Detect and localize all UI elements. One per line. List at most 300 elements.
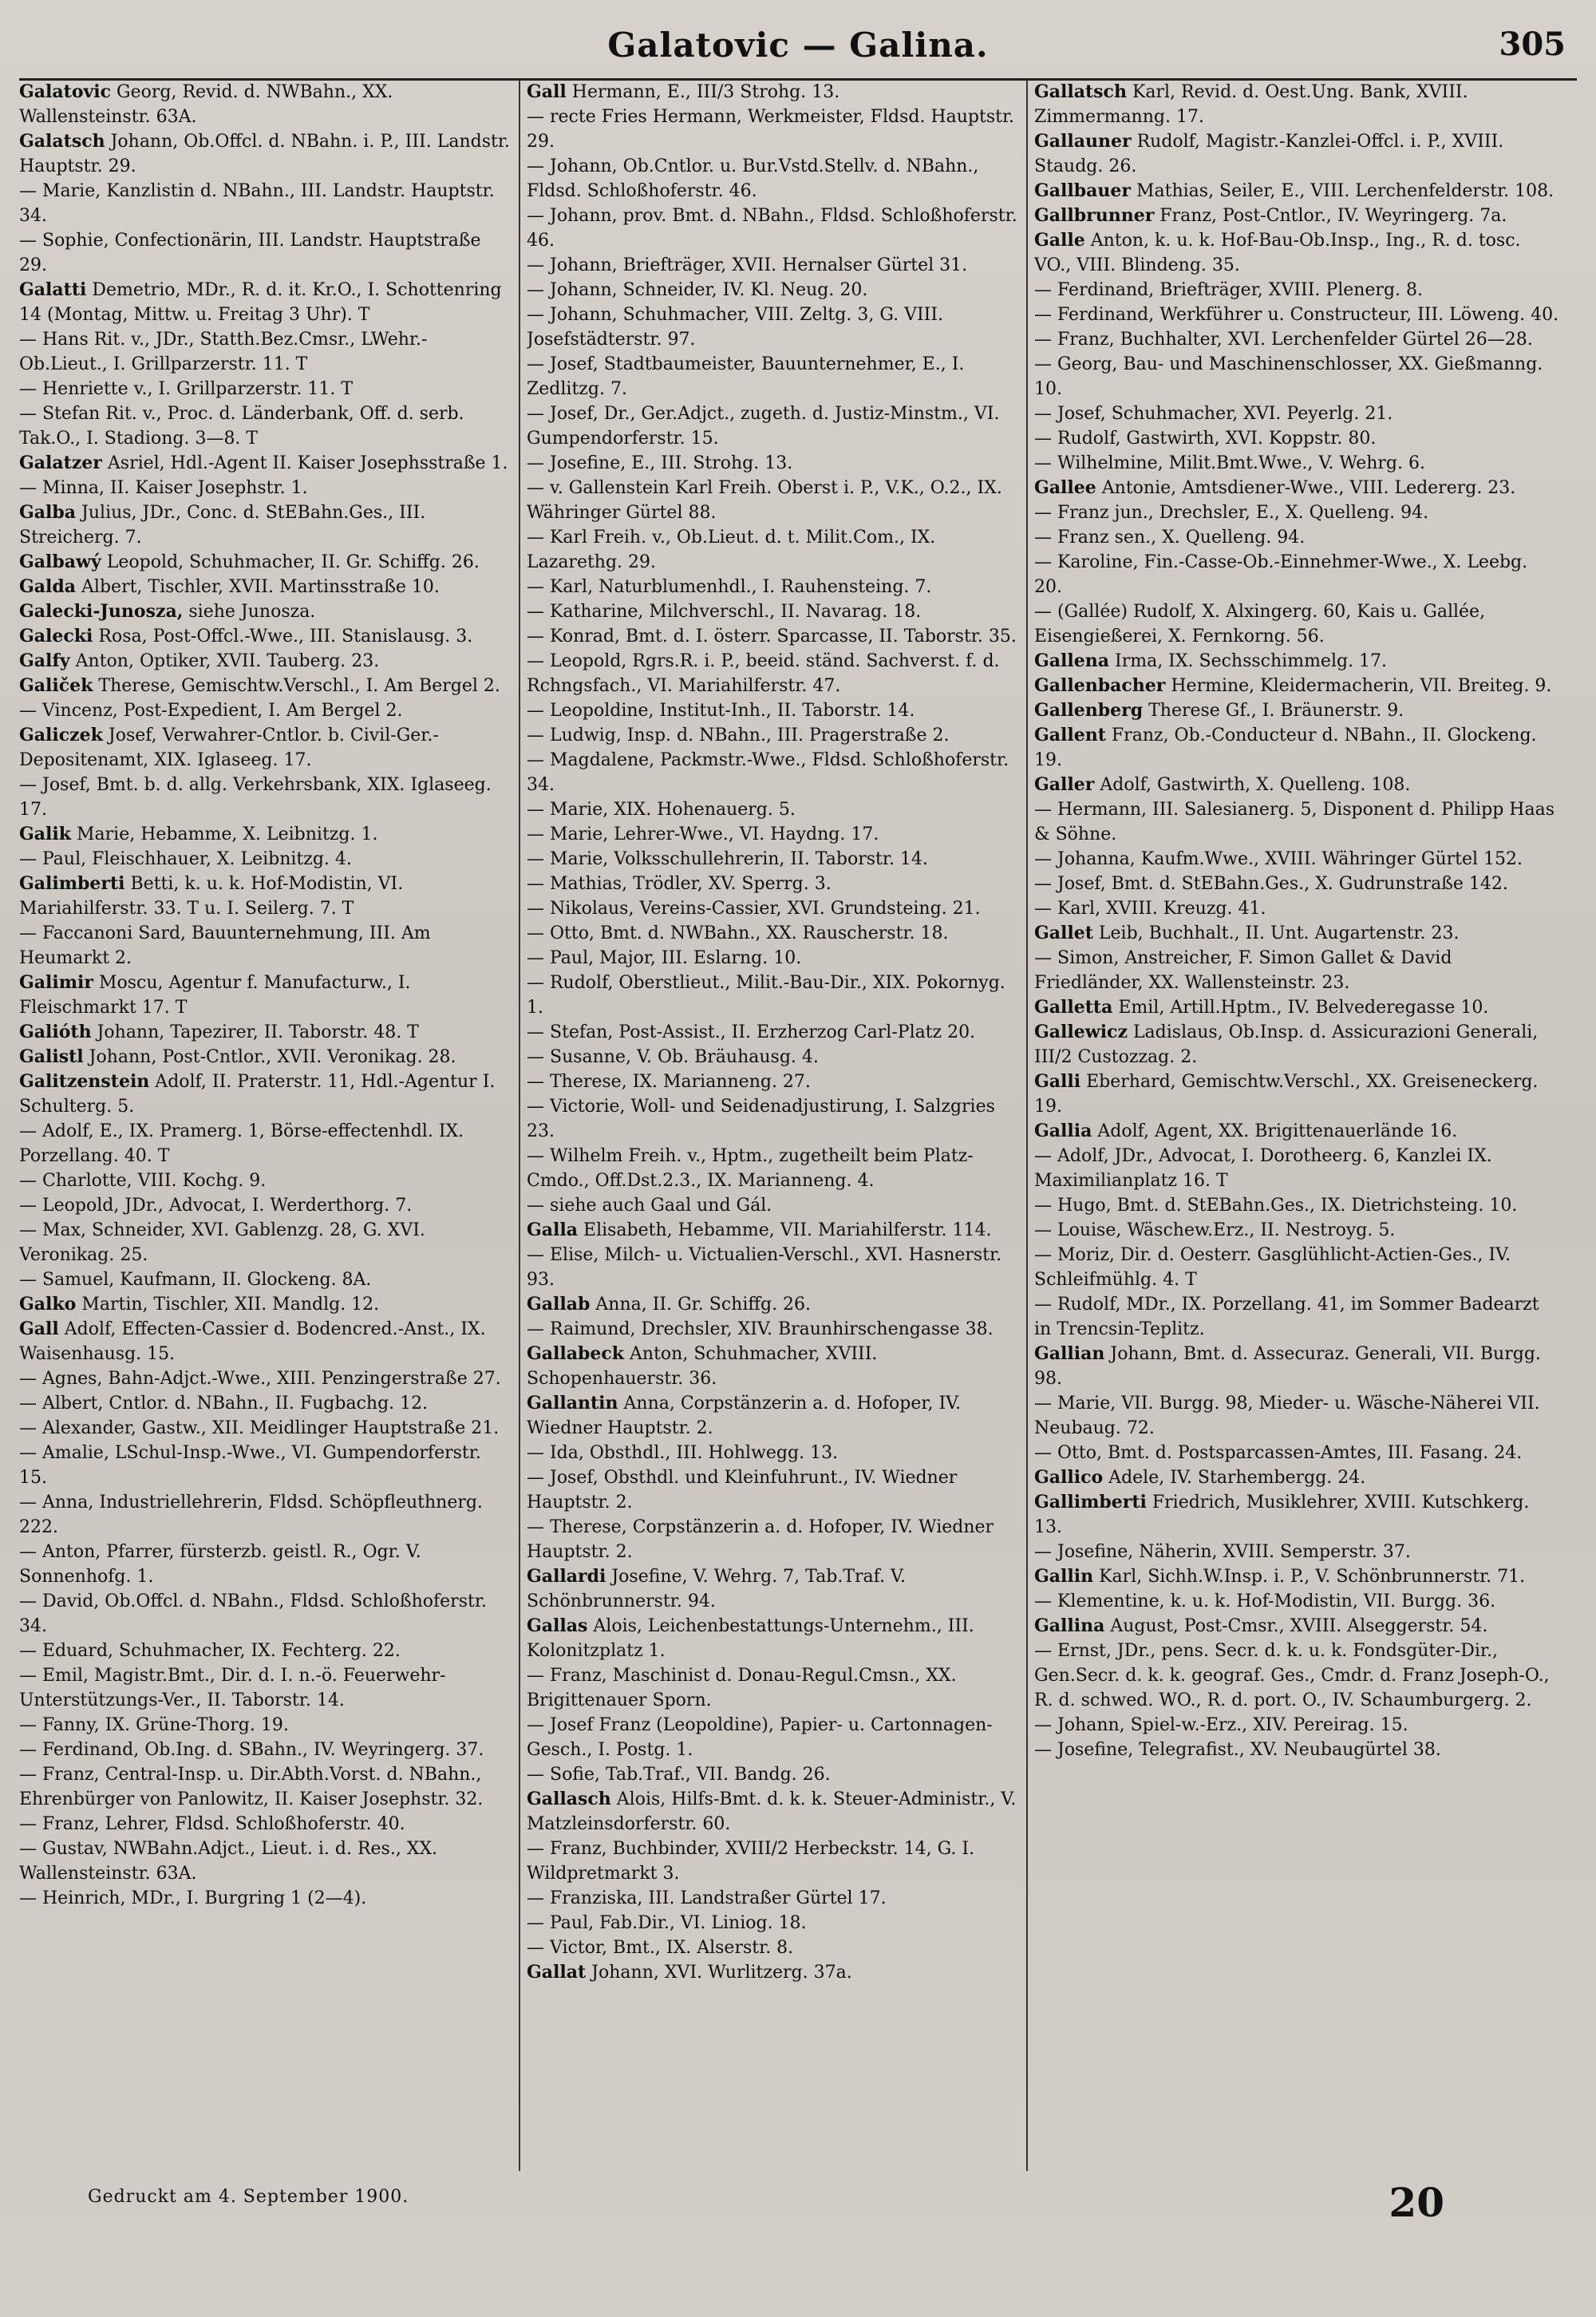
directory-entry [527, 946, 1021, 971]
entry-details: Adolf, Effecten-Cassier d. Bodencred.-Anst., IX. Waisenhausg. 15. [19, 1319, 486, 1364]
entry-details: — Franz, Central-Insp. u. Dir.Abth.Vorst. d. NBahn., Ehrenbürger von Panlowitz, II. Kaiser Josephstr. 32. [19, 1765, 484, 1809]
entry-details: — Franz, Buchhalter, XVI. Lerchenfelder Gürtel 26—28. [1034, 330, 1533, 350]
directory-entry [19, 1540, 514, 1589]
entry-details: Anton, Schuhmacher, XVIII. Schopenhauerstr. 36. [527, 1344, 878, 1389]
entry-details: — Rudolf, MDr., IX. Porzellang. 41, im Sommer Badearzt in Trencsin-Teplitz. [1034, 1295, 1539, 1339]
column-divider [1026, 80, 1028, 2171]
directory-entry [19, 1441, 514, 1490]
entry-details: Therese, Gemischtw.Verschl., I. Am Bergel 2. [93, 676, 500, 696]
entry-surname: Gallewicz [1034, 1022, 1128, 1042]
entry-details: — Anna, Industriellehrerin, Fldsd. Schöpfleuthnerg. 222. [19, 1493, 483, 1537]
entry-details: — Nikolaus, Vereins-Cassier, XVI. Grundsteing. 21. [527, 899, 981, 919]
entry-surname: Gallardi [527, 1566, 606, 1587]
directory-entry [527, 253, 1021, 278]
entry-details: — Josef, Bmt. d. StEBahn.Ges., X. Gudrunstraße 142. [1034, 874, 1508, 894]
entry-details: — Johann, Ob.Cntlor. u. Bur.Vstd.Stellv. d. NBahn., Fldsd. Schloßhoferstr. 46. [527, 156, 979, 201]
directory-entry [1034, 946, 1561, 995]
entry-surname: Galik [19, 824, 72, 844]
entry-details: — Franz, Lehrer, Fldsd. Schloßhoferstr. 40. [19, 1814, 405, 1834]
directory-entry [1034, 401, 1561, 426]
entry-surname: Gallian [1034, 1343, 1105, 1364]
entry-surname: Galimir [19, 972, 93, 993]
entry-details: Karl, Revid. d. Oest.Ung. Bank, XVIII. Zimmermanng. 17. [1034, 82, 1468, 127]
entry-surname: Gallent [1034, 725, 1106, 745]
directory-entry [527, 1020, 1021, 1045]
entry-details: — Marie, Lehrer-Wwe., VI. Haydng. 17. [527, 824, 879, 844]
entry-details: — Otto, Bmt. d. Postsparcassen-Amtes, III. Fasang. 24. [1034, 1443, 1523, 1463]
entry-details: — Gustav, NWBahn.Adjct., Lieut. i. d. Res., XX. Wallensteinstr. 63A. [19, 1839, 438, 1884]
entry-details: — David, Ob.Offcl. d. NBahn., Fldsd. Schloßhoferstr. 34. [19, 1591, 487, 1636]
directory-entry [527, 105, 1021, 154]
directory-entry [1034, 1465, 1561, 1490]
directory-entry [1034, 1639, 1561, 1713]
directory-entry [1034, 723, 1561, 773]
entry-details: — Marie, Volksschullehrerin, II. Taborstr. 14. [527, 849, 928, 869]
entry-details: Adolf, II. Praterstr. 11, Hdl.-Agentur I. Schulterg. 5. [19, 1072, 496, 1117]
entry-details: — Klementine, k. u. k. Hof-Modistin, VII. Burgg. 36. [1034, 1591, 1496, 1611]
directory-entry [527, 476, 1021, 525]
entry-details: Emil, Artill.Hptm., IV. Belvederegasse 10. [1112, 998, 1489, 1018]
entry-details: — Josefine, Telegrafist., XV. Neubaugürtel 38. [1034, 1740, 1441, 1760]
directory-entry [527, 1787, 1021, 1837]
entry-details: Johann, Tapezirer, II. Taborstr. 48. T [91, 1022, 419, 1042]
directory-entry [527, 1144, 1021, 1193]
entry-details: — Johann, Spiel-w.-Erz., XIV. Pereirag. 15. [1034, 1715, 1408, 1735]
entry-details: — Marie, VII. Burgg. 98, Mieder- u. Wäsche-Näherei VII. Neubaug. 72. [1034, 1394, 1540, 1438]
entry-details: — Leopold, JDr., Advocat, I. Werderthorg. 7. [19, 1196, 413, 1216]
entry-details: Leib, Buchhalt., II. Unt. Augartenstr. 23. [1092, 923, 1460, 943]
directory-entry [19, 773, 514, 822]
directory-entry [1034, 1540, 1561, 1564]
directory-entry [1034, 1713, 1561, 1738]
directory-entry [19, 1713, 514, 1738]
directory-entry [527, 1515, 1021, 1564]
directory-entry [1034, 797, 1561, 847]
entry-details: — Stefan Rit. v., Proc. d. Länderbank, Off. d. serb. Tak.O., I. Stadiong. 3—8. T [19, 404, 464, 449]
directory-entry [1034, 327, 1561, 352]
entry-surname: Galler [1034, 774, 1095, 795]
entry-details: Anna, Corpstänzerin a. d. Hofoper, IV. Wiedner Hauptstr. 2. [527, 1394, 962, 1438]
entry-details: — Karl, XVIII. Kreuzg. 41. [1034, 899, 1266, 919]
entry-details: — Franz, Buchbinder, XVIII/2 Herbeckstr. 14, G. I. Wildpretmarkt 3. [527, 1839, 975, 1884]
entry-surname: Galli [1034, 1071, 1081, 1092]
entry-details: — Franz jun., Drechsler, E., X. Quelleng. 94. [1034, 503, 1429, 523]
entry-details: — Elise, Milch- u. Victualien-Verschl., XVI. Hasnerstr. 93. [527, 1245, 1002, 1290]
directory-entry [1034, 1589, 1561, 1614]
entry-details: Franz, Ob.-Conducteur d. NBahn., II. Glockeng. 19. [1034, 726, 1537, 770]
directory-entry [19, 599, 514, 624]
directory-entry [527, 1391, 1021, 1441]
entry-details: Marie, Hebamme, X. Leibnitzg. 1. [71, 824, 378, 844]
entry-details: Asriel, Hdl.-Agent II. Kaiser Josephsstraße 1. [101, 453, 508, 473]
entry-details: — Ida, Obsthdl., III. Hohlwegg. 13. [527, 1443, 839, 1463]
entry-details: Adele, IV. Starhembergg. 24. [1103, 1468, 1366, 1488]
entry-details: Anton, Optiker, XVII. Tauberg. 23. [69, 651, 380, 671]
entry-surname: Galba [19, 502, 77, 523]
directory-entry [527, 1960, 1021, 1985]
entry-details: Johann, XVI. Wurlitzerg. 37a. [586, 1963, 852, 1983]
directory-entry [1034, 1292, 1561, 1342]
entry-details: siehe Junosza. [183, 602, 316, 622]
directory-entry [527, 649, 1021, 698]
directory-entry [527, 1292, 1021, 1317]
directory-entry [19, 1168, 514, 1193]
entry-details: — Ferdinand, Ob.Ing. d. SBahn., IV. Weyringerg. 37. [19, 1740, 484, 1760]
entry-details: — Franziska, III. Landstraßer Gürtel 17. [527, 1888, 887, 1908]
entry-details: Georg, Revid. d. NWBahn., XX. Wallensteinstr. 63A. [19, 82, 393, 127]
directory-entry [1034, 204, 1561, 228]
column-3 [1034, 80, 1561, 2155]
entry-details: Rosa, Post-Offcl.-Wwe., III. Stanislausg. 3. [93, 627, 473, 646]
entry-details: — Franz sen., X. Quelleng. 94. [1034, 528, 1306, 548]
directory-entry [1034, 228, 1561, 278]
directory-entry [19, 1589, 514, 1639]
entry-details: Betti, k. u. k. Hof-Modistin, VI. Mariahilferstr. 33. T u. I. Seilerg. 7. T [19, 874, 404, 919]
directory-entry [527, 278, 1021, 302]
entry-details: Franz, Post-Cntlor., IV. Weyringerg. 7a. [1154, 206, 1507, 226]
directory-entry [1034, 476, 1561, 500]
directory-entry [1034, 921, 1561, 946]
entry-surname: Gallet [1034, 923, 1093, 943]
directory-entry [19, 575, 514, 599]
entry-surname: Gallina [1034, 1615, 1105, 1636]
directory-entry [1034, 1490, 1561, 1540]
entry-details: — Marie, Kanzlistin d. NBahn., III. Landstr. Hauptstr. 34. [19, 181, 495, 226]
entry-details: — Georg, Bau- und Maschinenschlosser, XX. Gießmanng. 10. [1034, 354, 1543, 399]
entry-details: — (Gallée) Rudolf, X. Alxingerg. 60, Kais u. Gallée, Eisengießerei, X. Fernkorng. 56. [1034, 602, 1486, 646]
entry-details: — Josef, Stadtbaumeister, Bauunternehmer, E., I. Zedlitzg. 7. [527, 354, 965, 399]
directory-entry [1034, 1193, 1561, 1218]
directory-entry [1034, 1342, 1561, 1391]
entry-details: Elisabeth, Hebamme, VII. Mariahilferstr. 114. [578, 1220, 992, 1240]
entry-details: — Wilhelmine, Milit.Bmt.Wwe., V. Wehrg. 6. [1034, 453, 1425, 473]
directory-entry [19, 476, 514, 500]
directory-entry [19, 1070, 514, 1119]
entry-details: — Karl Freih. v., Ob.Lieut. d. t. Milit.Com., IX. Lazarethg. 29. [527, 528, 936, 572]
directory-entry [19, 1663, 514, 1713]
column-2 [527, 80, 1021, 2155]
entry-details: Anton, k. u. k. Hof-Bau-Ob.Insp., Ing., R. d. tosc. VO., VIII. Blindeng. 35. [1034, 231, 1521, 275]
directory-entry [527, 1193, 1021, 1218]
entry-details: — Anton, Pfarrer, fürsterzb. geistl. R., Ogr. V. Sonnenhofg. 1. [19, 1542, 421, 1587]
entry-details: — Ferdinand, Werkführer u. Constructeur, III. Löweng. 40. [1034, 305, 1559, 325]
entry-details: August, Post-Cmsr., XVIII. Alseggerstr. 54. [1104, 1616, 1488, 1636]
entry-details: — Mathias, Trödler, XV. Sperrg. 3. [527, 874, 832, 894]
signature-mark: 20 [1389, 2179, 1444, 2226]
directory-entry [527, 1886, 1021, 1911]
entry-details: — Josefine, E., III. Strohg. 13. [527, 453, 793, 473]
entry-details: — Rudolf, Oberstlieut., Milit.-Bau-Dir., XIX. Pokornyg. 1. [527, 973, 1005, 1018]
entry-details: — Hugo, Bmt. d. StEBahn.Ges., IX. Dietrichsteing. 10. [1034, 1196, 1518, 1216]
directory-entry [1034, 129, 1561, 179]
entry-details: — Sofie, Tab.Traf., VII. Bandg. 26. [527, 1765, 831, 1785]
page-footer [0, 2179, 1596, 2299]
directory-entry [1034, 599, 1561, 649]
directory-entry [19, 649, 514, 674]
entry-surname: Gallenberg [1034, 700, 1144, 721]
entry-surname: Gallia [1034, 1121, 1092, 1141]
directory-entry [19, 1416, 514, 1441]
column-1 [19, 80, 514, 2155]
entry-details: Adolf, Gastwirth, X. Quelleng. 108. [1094, 775, 1411, 795]
entry-details: Anna, II. Gr. Schiffg. 26. [590, 1295, 812, 1315]
directory-entry [19, 1639, 514, 1663]
entry-details: Martin, Tischler, XII. Mandlg. 12. [76, 1295, 380, 1315]
entry-details: — Marie, XIX. Hohenauerg. 5. [527, 800, 796, 820]
entry-details: — Adolf, E., IX. Pramerg. 1, Börse-effectenhdl. IX. Porzellang. 40. T [19, 1121, 464, 1166]
entry-details: Ladislaus, Ob.Insp. d. Assicurazioni Generali, III/2 Custozzag. 2. [1034, 1022, 1539, 1067]
directory-entry [19, 1837, 514, 1886]
directory-entry [527, 822, 1021, 847]
entry-details: — Paul, Fleischhauer, X. Leibnitzg. 4. [19, 849, 352, 869]
entry-details: — Simon, Anstreicher, F. Simon Gallet & David Friedländer, XX. Wallensteinstr. 23. [1034, 948, 1452, 993]
directory-entry [527, 896, 1021, 921]
entry-details: — Eduard, Schuhmacher, IX. Fechterg. 22. [19, 1641, 401, 1661]
entry-details: — Johann, Schneider, IV. Kl. Neug. 20. [527, 280, 868, 300]
entry-surname: Gallico [1034, 1467, 1104, 1488]
entry-details: Eberhard, Gemischtw.Verschl., XX. Greiseneckerg. 19. [1034, 1072, 1539, 1117]
entry-details: — Amalie, LSchul-Insp.-Wwe., VI. Gumpendorferstr. 15. [19, 1443, 481, 1488]
directory-entry [527, 1762, 1021, 1787]
directory-entry [1034, 1738, 1561, 1762]
entry-details: — Leopold, Rgrs.R. i. P., beeid. ständ. Sachverst. f. d. Rchngsfach., VI. Mariahilferstr. 47. [527, 651, 1000, 696]
directory-entry [1034, 872, 1561, 896]
entry-surname: Gallabeck [527, 1343, 625, 1364]
entry-surname: Galatzer [19, 453, 102, 473]
page-title: Galatovic — Galina. [607, 26, 989, 65]
entry-details: Josefine, V. Wehrg. 7, Tab.Traf. V. Schönbrunnerstr. 94. [527, 1567, 907, 1611]
entry-surname: Gallimberti [1034, 1492, 1147, 1512]
directory-entry [19, 674, 514, 698]
directory-entry [19, 1267, 514, 1292]
entry-surname: Gallin [1034, 1566, 1094, 1587]
directory-entry [527, 624, 1021, 649]
directory-entry [527, 1935, 1021, 1960]
entry-details: — siehe auch Gaal und Gál. [527, 1196, 772, 1216]
entry-surname: Gallat [527, 1962, 587, 1983]
directory-entry [1034, 1070, 1561, 1119]
directory-entry [527, 1218, 1021, 1243]
directory-entry [527, 1045, 1021, 1070]
entry-details: — Emil, Magistr.Bmt., Dir. d. I. n.-ö. Feuerwehr-Unterstützungs-Ver., II. Taborstr. 14. [19, 1666, 446, 1710]
directory-entry [1034, 896, 1561, 921]
directory-entry [1034, 1243, 1561, 1292]
entry-details: — Therese, IX. Marianneng. 27. [527, 1072, 811, 1092]
directory-entry [1034, 451, 1561, 476]
directory-entry [19, 921, 514, 971]
directory-entry [527, 1713, 1021, 1762]
directory-entry [1034, 426, 1561, 451]
directory-entry [527, 872, 1021, 896]
directory-entry [1034, 352, 1561, 401]
entry-details: — Johann, prov. Bmt. d. NBahn., Fldsd. Schloßhoferstr. 46. [527, 206, 1017, 251]
entry-details: — Karoline, Fin.-Casse-Ob.-Einnehmer-Wwe., X. Leebg. 20. [1034, 552, 1528, 597]
directory-entry [19, 1762, 514, 1812]
entry-details: — Stefan, Post-Assist., II. Erzherzog Carl-Platz 20. [527, 1022, 976, 1042]
entry-details: — Franz, Maschinist d. Donau-Regul.Cmsn., XX. Brigittenauer Sporn. [527, 1666, 957, 1710]
entry-surname: Galletta [1034, 997, 1113, 1018]
entry-surname: Gallauner [1034, 131, 1132, 152]
entry-details: — Ludwig, Insp. d. NBahn., III. Pragerstraße 2. [527, 726, 950, 745]
directory-entry [19, 624, 514, 649]
entry-details: Rudolf, Magistr.-Kanzlei-Offcl. i. P., XVIII. Staudg. 26. [1034, 132, 1504, 176]
directory-entry [527, 971, 1021, 1020]
entry-details: — Vincenz, Post-Expedient, I. Am Bergel 2. [19, 701, 403, 721]
directory-entry [1034, 302, 1561, 327]
directory-entry [19, 80, 514, 129]
directory-entry [1034, 1441, 1561, 1465]
directory-entry [527, 575, 1021, 599]
entry-details: Mathias, Seiler, E., VIII. Lerchenfelderstr. 108. [1130, 181, 1555, 201]
directory-entry [1034, 179, 1561, 204]
directory-entry [1034, 995, 1561, 1020]
entry-details: — Karl, Naturblumenhdl., I. Rauhensteing. 7. [527, 577, 932, 597]
directory-entry [19, 500, 514, 550]
directory-entry [527, 154, 1021, 204]
directory-entry [527, 1911, 1021, 1935]
entry-details: — Samuel, Kaufmann, II. Glockeng. 8A. [19, 1270, 372, 1290]
entry-details: — Ferdinand, Briefträger, XVIII. Plenerg. 8. [1034, 280, 1424, 300]
directory-entry [527, 1317, 1021, 1342]
directory-entry [19, 1886, 514, 1911]
directory-entry [1034, 500, 1561, 525]
directory-entry [527, 1465, 1021, 1515]
entry-details: — Josef, Schuhmacher, XVI. Peyerlg. 21. [1034, 404, 1393, 424]
directory-entry [19, 327, 514, 377]
directory-entry [19, 1366, 514, 1391]
entry-details: — Moriz, Dir. d. Oesterr. Gasglühlicht-Actien-Ges., IV. Schleifmühlg. 4. T [1034, 1245, 1511, 1290]
entry-details: Therese Gf., I. Bräunerstr. 9. [1143, 701, 1404, 721]
entry-details: Adolf, Agent, XX. Brigittenauerlände 16. [1092, 1121, 1458, 1141]
entry-details: — Agnes, Bahn-Adjct.-Wwe., XIII. Penzingerstraße 27. [19, 1369, 501, 1389]
entry-details: Johann, Post-Cntlor., XVII. Veronikag. 28. [83, 1047, 456, 1067]
entry-details: — Hermann, III. Salesianerg. 5, Disponent d. Philipp Haas & Söhne. [1034, 800, 1555, 844]
entry-details: — Otto, Bmt. d. NWBahn., XX. Rauscherstr. 18. [527, 923, 949, 943]
directory-entry [19, 1045, 514, 1070]
entry-details: Irma, IX. Sechsschimmelg. 17. [1109, 651, 1388, 671]
directory-entry [527, 748, 1021, 797]
directory-entry [19, 179, 514, 228]
entry-details: — Josef, Obsthdl. und Kleinfuhrunt., IV. Wiedner Hauptstr. 2. [527, 1468, 958, 1512]
entry-details: — Alexander, Gastw., XII. Meidlinger Hauptstraße 21. [19, 1418, 500, 1438]
entry-details: — Victor, Bmt., IX. Alserstr. 8. [527, 1938, 794, 1958]
entry-details: Demetrio, MDr., R. d. it. Kr.O., I. Schottenring 14 (Montag, Mittw. u. Freitag 3 Uhr). T [19, 280, 502, 325]
directory-entry [19, 550, 514, 575]
entry-surname: Gallbrunner [1034, 205, 1155, 226]
directory-entry [527, 204, 1021, 253]
directory-entry [19, 822, 514, 847]
entry-surname: Galitzenstein [19, 1071, 150, 1092]
entry-surname: Galióth [19, 1022, 92, 1042]
entry-details: — v. Gallenstein Karl Freih. Oberst i. P., V.K., O.2., IX. Währinger Gürtel 88. [527, 478, 1002, 523]
entry-details: — Adolf, JDr., Advocat, I. Dorotheerg. 6, Kanzlei IX. Maximilianplatz 16. T [1034, 1146, 1492, 1191]
directory-entry [527, 1094, 1021, 1144]
directory-entry [1034, 278, 1561, 302]
print-date: Gedruckt am 4. September 1900. [88, 2187, 409, 2207]
directory-entry [1034, 847, 1561, 872]
directory-entry [19, 1193, 514, 1218]
entry-surname: Galistl [19, 1046, 84, 1067]
directory-entry [19, 1317, 514, 1366]
entry-details: Moscu, Agentur f. Manufacturw., I. Fleischmarkt 17. T [19, 973, 411, 1018]
entry-details: — Johanna, Kaufm.Wwe., XVIII. Währinger Gürtel 152. [1034, 849, 1523, 869]
entry-details: — Susanne, V. Ob. Bräuhausg. 4. [527, 1047, 819, 1067]
entry-details: Hermann, E., III/3 Strohg. 13. [566, 82, 840, 102]
entry-surname: Gallenbacher [1034, 675, 1166, 696]
entry-details: — Max, Schneider, XVI. Gablenzg. 28, G. XVI. Veronikag. 25. [19, 1220, 425, 1265]
entry-surname: Galbawý [19, 552, 101, 572]
entry-surname: Galatsch [19, 131, 105, 152]
entry-details: — Sophie, Confectionärin, III. Landstr. Hauptstraße 29. [19, 231, 481, 275]
entry-details: — Therese, Corpstänzerin a. d. Hofoper, IV. Wiedner Hauptstr. 2. [527, 1517, 994, 1562]
entry-details: — Josef, Dr., Ger.Adjct., zugeth. d. Justiz-Minstm., VI. Gumpendorferstr. 15. [527, 404, 1000, 449]
directory-entry [527, 80, 1021, 105]
directory-entry [527, 599, 1021, 624]
entry-surname: Galecki [19, 626, 93, 646]
directory-entry [1034, 550, 1561, 599]
entry-surname: Galatovic [19, 81, 112, 102]
entry-surname: Gall [527, 81, 567, 102]
entry-surname: Galle [1034, 230, 1085, 251]
entry-surname: Galiček [19, 675, 93, 696]
entry-surname: Gallasch [527, 1789, 611, 1809]
entry-details: Alois, Hilfs-Bmt. d. k. k. Steuer-Administr., V. Matzleinsdorferstr. 60. [527, 1789, 1017, 1834]
entry-details: — Johann, Schuhmacher, VIII. Zeltg. 3, G. VIII. Josefstädterstr. 97. [527, 305, 944, 350]
directory-entry [19, 1292, 514, 1317]
directory-entry [19, 1490, 514, 1540]
directory-entry [19, 1738, 514, 1762]
directory-entry [19, 228, 514, 278]
entry-surname: Gallena [1034, 650, 1110, 671]
page-number: 305 [1499, 26, 1566, 63]
entry-surname: Gallas [527, 1615, 588, 1636]
directory-entry [1034, 1144, 1561, 1193]
entry-surname: Galiczek [19, 725, 103, 745]
directory-entry [1034, 1614, 1561, 1639]
entry-details: Johann, Bmt. d. Assecuraz. Generali, VII. Burgg. 98. [1034, 1344, 1541, 1389]
entry-details: — Faccanoni Sard, Bauunternehmung, III. Am Heumarkt 2. [19, 923, 431, 968]
directory-entry [19, 723, 514, 773]
entry-surname: Galimberti [19, 873, 125, 894]
directory-entry [1034, 1391, 1561, 1441]
directory-entry [19, 1391, 514, 1416]
entry-surname: Gallbauer [1034, 180, 1131, 201]
directory-entry [1034, 80, 1561, 129]
entry-details: — Josefine, Näherin, XVIII. Semperstr. 37. [1034, 1542, 1411, 1562]
entry-details: — Heinrich, MDr., I. Burgring 1 (2—4). [19, 1888, 367, 1908]
entry-surname: Galla [527, 1220, 579, 1240]
entry-surname: Gallatsch [1034, 81, 1127, 102]
directory-entry [19, 1812, 514, 1837]
entry-details: — Wilhelm Freih. v., Hptm., zugetheilt beim Platz-Cmdo., Off.Dst.2.3., IX. Marianneng. 4. [527, 1146, 974, 1191]
directory-entry [1034, 1564, 1561, 1589]
page-header [0, 26, 1596, 73]
entry-details: — Katharine, Milchverschl., II. Navarag. 18. [527, 602, 922, 622]
entry-details: — Josef, Bmt. b. d. allg. Verkehrsbank, XIX. Iglaseeg. 17. [19, 775, 492, 820]
directory-entry [19, 872, 514, 921]
directory-entry [527, 1837, 1021, 1886]
directory-entry [19, 1020, 514, 1045]
entry-details: — Leopoldine, Institut-Inh., II. Taborstr. 14. [527, 701, 915, 721]
entry-details: — Henriette v., I. Grillparzerstr. 11. T [19, 379, 354, 399]
entry-details: — Louise, Wäschew.Erz., II. Nestroyg. 5. [1034, 1220, 1396, 1240]
entry-details: — Paul, Major, III. Eslarng. 10. [527, 948, 802, 968]
entry-details: Josef, Verwahrer-Cntlor. b. Civil-Ger.-Depositenamt, XIX. Iglaseeg. 17. [19, 726, 439, 770]
directory-entry [19, 278, 514, 327]
directory-entry [527, 1243, 1021, 1292]
entry-surname: Galko [19, 1294, 77, 1315]
directory-entry [1034, 649, 1561, 674]
